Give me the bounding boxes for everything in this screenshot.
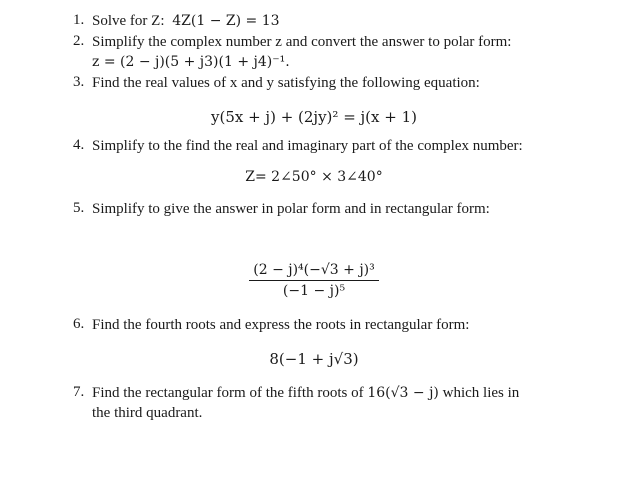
question-6-text: Find the fourth roots and express the roots in rectangular form:	[92, 317, 470, 333]
question-number: 7.	[73, 384, 85, 400]
fraction-denominator: (−1 − j)⁵	[282, 283, 346, 299]
question-1-text: Solve for Z:	[92, 13, 165, 29]
question-7-equation: 16(√3 − j)	[367, 385, 439, 401]
question-number: 2.	[73, 33, 85, 49]
question-3-equation: y(5x + j) + (2jy)² = j(x + 1)	[211, 108, 417, 126]
question-7-text-start: Find the rectangular form of the fifth roots of	[92, 385, 364, 401]
question-number: 6.	[73, 316, 85, 332]
question-7-text-end: which lies in	[442, 385, 520, 401]
question-number: 4.	[73, 137, 85, 153]
question-2-text: Simplify the complex number z and convert the answer to polar form:	[92, 34, 512, 50]
question-7-text-line2: the third quadrant.	[92, 405, 203, 421]
question-5-text: Simplify to give the answer in polar form and in rectangular form:	[92, 201, 490, 217]
question-5-fraction	[0, 262, 628, 299]
question-7-text	[92, 384, 519, 402]
question-4-equation: Z= 2∠50° × 3∠40°	[245, 169, 383, 185]
fraction-numerator: (2 − j)⁴(−√3 + j)³	[249, 262, 378, 281]
question-1-equation: 4Z(1 − Z) = 13	[172, 13, 280, 29]
question-4-text: Simplify to the find the real and imaginary part of the complex number:	[92, 138, 523, 154]
question-6-equation: 8(−1 + j√3)	[269, 350, 359, 368]
question-number: 1.	[73, 12, 85, 28]
question-number: 3.	[73, 74, 85, 90]
question-number: 5.	[73, 200, 85, 216]
question-2-equation: z = (2 − j)(5 + j3)(1 + j4)⁻¹.	[92, 54, 290, 70]
question-3-text: Find the real values of x and y satisfying the following equation:	[92, 75, 480, 91]
question-text	[92, 12, 280, 30]
